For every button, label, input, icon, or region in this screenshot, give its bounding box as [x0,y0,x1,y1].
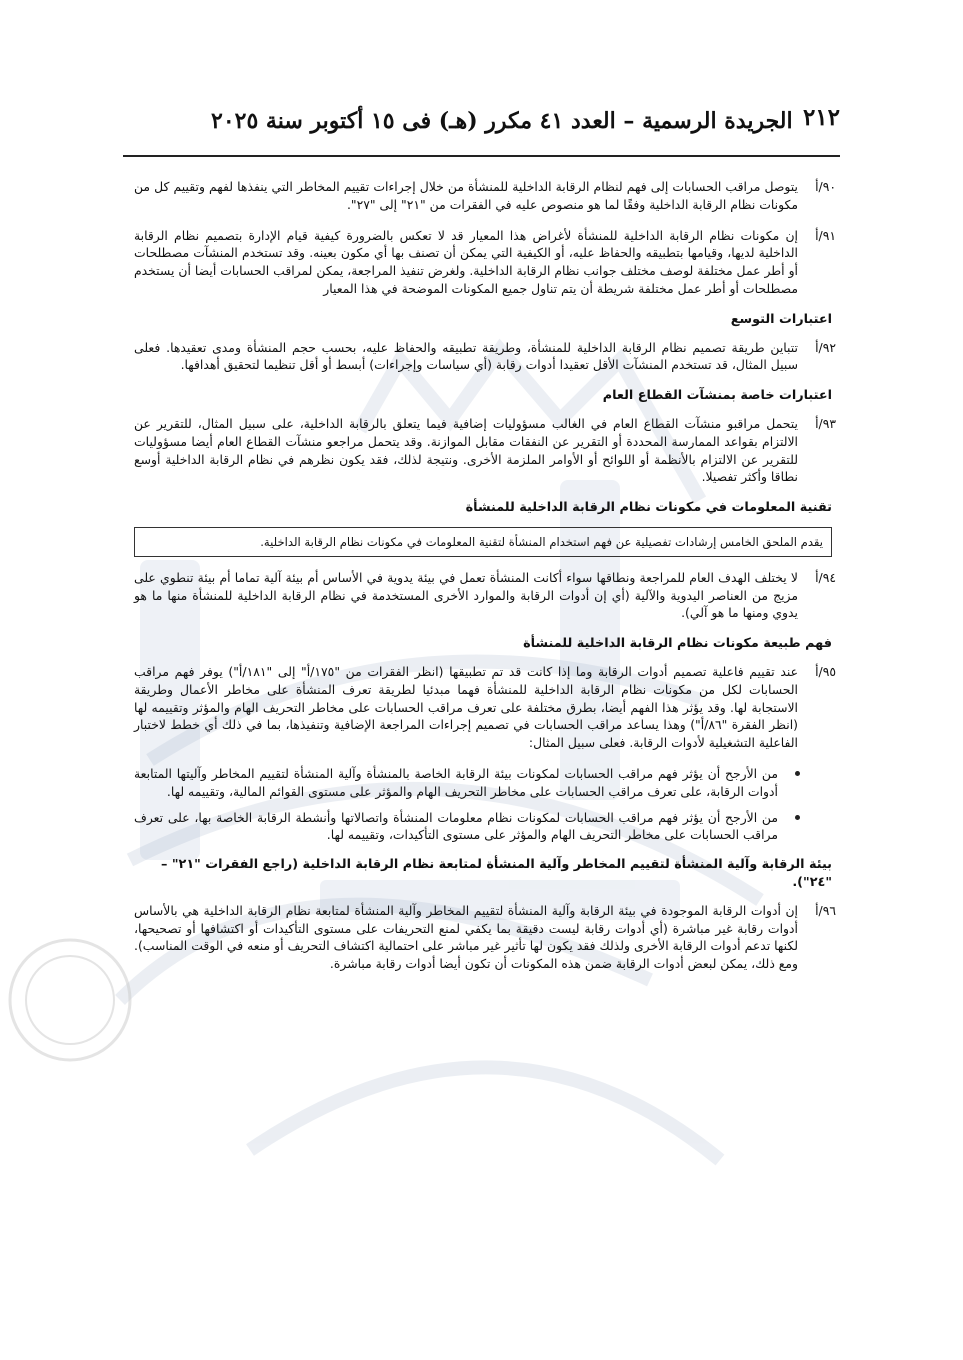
list-item [134,809,778,845]
list-item-text: من الأرجح أن يؤثر فهم مراقب الحسابات لمكونات بيئة الرقابة الخاصة بالمنشأة وآلية المنشأة لتقييم المخاطر وآليتها المتابعة أدوات الرقابة، على تعرف مراقب الحسابات على مخاطر التحريف الهام والمؤثر على مستوى القوائم المالية، وتقييمه لها. [134,765,778,799]
paragraph-number: ٩٣/أ [815,415,836,431]
bullet-list [134,765,832,844]
paragraph-text: يتوصل مراقب الحسابات إلى فهم لنظام الرقابة الداخلية للمنشأة من خلال إجراءات تقييم المخاطر التي ينفذها لفهم وتقييم كل من مكونات نظام الرقابة الداخلية وفقًا لما هو منصوص عليه في الفقرات من "٢١" إلى "٢٧". [134,179,798,212]
page-header [123,104,840,150]
paragraph-number: ٩١/أ [815,227,836,243]
note-box: يقدم الملحق الخامس إرشادات تفصيلية عن فهم استخدام المنشأة لتقنية المعلومات في مكونات نظام الرقابة الداخلية. [134,527,832,557]
paragraph-text: تتباين طريقة تصميم نظام الرقابة الداخلية للمنشأة، وطريقة تطبيقه والحفاظ عليه، بحسب حجم المنشأة ومدى تعقيدها. فعلى سبيل المثال، قد تستخدم المنشآت الأقل تعقيدا أدوات رقابة (أي سياسات وإجراءات) أبسط أو أقل تنظيما لتحقيق أهدافها. [134,339,798,373]
header-divider [123,155,840,157]
paragraph-90 [134,178,836,214]
page-number: ٢١٢ [802,104,840,131]
paragraph-93 [134,415,836,486]
paragraph-text: إن مكونات نظام الرقابة الداخلية للمنشأة لأغراض هذا المعيار قد لا تعكس بالضرورة كيفية قيام الإدارة بتصميم نظام الرقابة الداخلية لديها، وقيامها بتطبيقه والحفاظ عليه، أو الكيفية التي يمكن أن تصنف بها أي مكون بعينه. وقد تستخدم المنشآت مصطلحات أو أطر عمل مختلفة لوصف مختلف جوانب نظام الرقابة الداخلية. ولغرض تنفيذ المراجعة، يمكن لمراقب الحسابات أيضا أن يستخدم مصطلحات أو أطر عمل مختلفة شريطة أن يتم تناول جميع المكونات الموضحة في هذا المعيار [134,227,798,296]
paragraph-text: لا يختلف الهدف العام للمراجعة ونطاقها سواء أكانت المنشأة تعمل في بيئة يدوية في الأساس أم بيئة آلية تماما أم بيئة تنطوي على مزيج من العناصر اليدوية والآلية (أي إن أدوات الرقابة والموارد الأخرى المستخدمة في نظام الرقابة الداخلية للمنشأة منها ما هو يدوي ومنها ما هو آلي). [134,569,798,621]
paragraph-91 [134,227,836,298]
page-title: الجريدة الرسمية – العدد ٤١ مكرر (هـ) فى ١٥ أكتوبر سنة ٢٠٢٥ [211,108,793,134]
paragraph-95 [134,663,836,752]
paragraph-text: يتحمل مراقبو منشآت القطاع العام في الغالب مسؤوليات إضافية فيما يتعلق بالرقابة الداخلية، على سبيل المثال، للتقرير عن الالتزام بقواعد الممارسة المحددة أو التقرير عن النفقات مقابل الموازنة. وقد يتحمل مراجعو منشآت القطاع العام أيضا مسؤوليات للتقرير عن الالتزام بالأنظمة أو اللوائح أو الأوامر الملزمة الأخرى. ونتيجة لذلك، فقد يكون نظرهم في نظام الرقابة الداخلية أوسع نطاقا وأكثر تفصيلا. [134,415,798,485]
bullet-icon [795,815,800,820]
paragraph-96 [134,902,836,973]
list-item-text: من الأرجح أن يؤثر فهم مراقب الحسابات لمكونات نظام معلومات المنشأة واتصالاتها وأنشطة الرقابة الخاصة بها، على تعرف مراقب الحسابات على مخاطر التحريف الهام والمؤثر على مستوى التأكيدات، وتقييمه لها. [134,809,778,843]
paragraph-number: ٩٠/أ [815,179,836,194]
paragraph-number: ٩٤/أ [815,569,836,585]
list-item [134,765,778,801]
section-heading-scaling: اعتبارات التوسع [730,311,832,327]
section-heading-public-sector: اعتبارات خاصة بمنشآت القطاع العام [602,388,832,404]
section-heading-it: تقنية المعلومات في مكونات نظام الرقابة الداخلية للمنشأة [465,500,832,516]
main-content [134,178,836,986]
paragraph-number: ٩٢/أ [815,339,836,355]
section-heading-nature: فهم طبيعة مكونات نظام الرقابة الداخلية للمنشأة [523,636,832,652]
paragraph-92 [134,339,836,375]
paragraph-text: إن أدوات الرقابة الموجودة في بيئة الرقابة وآلية المنشأة لتقييم المخاطر وآلية المنشأة لمتابعة نظام الرقابة الداخلية هي بالأساس أدوات رقابة غير مباشرة (أي أدوات رقابة ليست دقيقة بما يكفي لمنع التحريفات على مستوى التأكيدات أو اكتشافها أو تصحيحها، لكنها تدعم أدوات الرقابة الأخرى ولذلك فقد يكون لها تأثير غير مباشر على احتمالية اكتشاف التحريف أو منعه في الوقت المناسب). ومع ذلك، يمكن لبعض أدوات الرقابة ضمن هذه المكونات أن تكون أيضا أدوات رقابة مباشرة. [134,902,798,972]
paragraph-text: عند تقييم فاعلية تصميم أدوات الرقابة وما إذا كانت قد تم تطبيقها (انظر الفقرات من "١٧٥/أ" إلى "١٨١/أ") يوفر فهم مراقب الحسابات لكل من مكونات نظام الرقابة الداخلية للمنشأة فهما مبدئيا لطريقة تعرف المنشأة على مخاطر الأعمال وطريقة الاستجابة لها. وقد يؤثر هذا الفهم أيضا، بطرق مختلفة على تعرف مراقب الحسابات على مخاطر التحريف الهام والمؤثر وتقييمه لها (انظر الفقرة "٨٦/أ") وهذا يساعد مراقب الحسابات في تصميم إجراءات المراجعة الإضافية وتنفيذها، بما في ذلك أي خطط لاختبار الفاعلية التشغيلية لأدوات الرقابة. فعلى سبيل المثال: [134,663,799,751]
paragraph-94 [134,569,836,622]
paragraph-number: ٩٦/أ [815,902,836,918]
paragraph-number: ٩٥/أ [815,663,836,679]
section-heading-environment: بيئة الرقابة وآلية المنشأة لتقييم المخاطر وآلية المنشأة لمتابعة نظام الرقابة الداخلية (راجع الفقرات "٢١" – "٢٤"). [160,857,832,890]
bullet-icon [795,771,800,776]
